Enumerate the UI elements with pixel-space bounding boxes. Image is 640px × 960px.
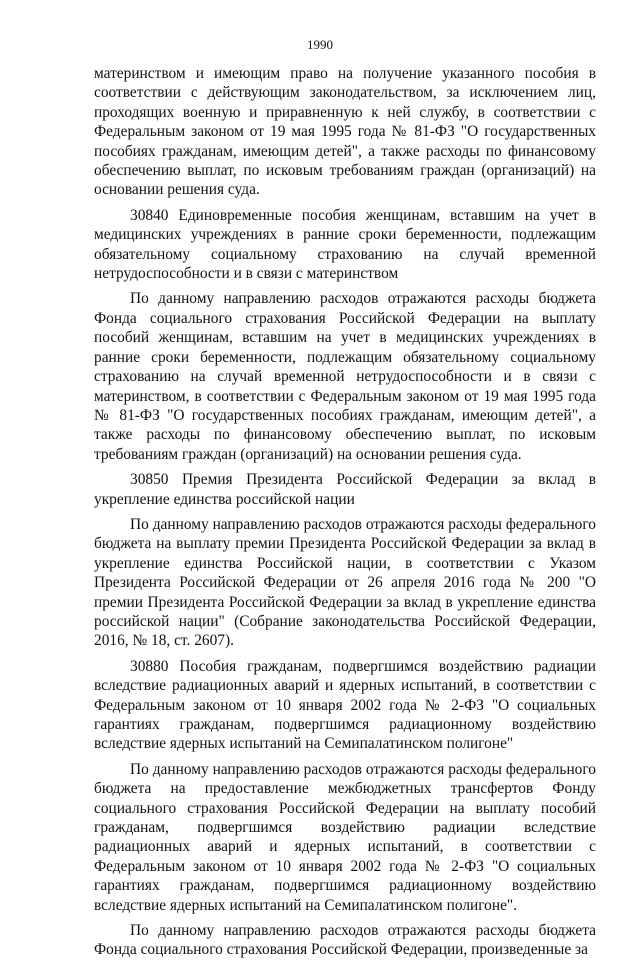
paragraph-30880-continuation: По данному направлению расходов отражаются расходы бюджета Фонда социального страхования Российской Федерации, произведенные за — [94, 922, 596, 959]
document-body — [94, 64, 596, 960]
paragraph-30880-description: По данному направлению расходов отражаются расходы федерального бюджета на предоставление межбюджетных трансфертов Фонду социального страхования Российской Федерации на выплату пособий гражданам, подвергшимся воздействию радиации вследствие радиационных аварий и ядерных испытаний, в соответствии с Федеральным законом от 10 января 2002 года № 2-ФЗ "О социальных гарантиях гражданам, подвергшимся радиационному воздействию вследствие ядерных испытаний на Семипалатинском полигоне". — [94, 760, 596, 914]
paragraph-30840-description: По данному направлению расходов отражаются расходы бюджета Фонда социального страхования Российской Федерации на выплату пособий женщинам, вставшим на учет в медицинских учреждениях в ранние сроки беременности, подлежащим обязательному социальному страхованию на случай временной нетрудоспособности и в связи с материнством, в соответствии с Федеральным законом от 19 мая 1995 года № 81-ФЗ "О государственных пособиях гражданам, имеющим детей", а также расходы по финансовому обеспечению выплат, по исковым требованиям граждан (организаций) на основании решения суда. — [94, 290, 596, 463]
section-heading-30850: 30850 Премия Президента Российской Федерации за вклад в укрепление единства российской нации — [94, 471, 596, 508]
section-heading-30840: 30840 Единовременные пособия женщинам, вставшим на учет в медицинских учреждениях в ранние сроки беременности, подлежащим обязательному социальному страхованию на случай временной нетрудоспособности и в связи с материнством — [94, 206, 596, 283]
section-heading-30880: 30880 Пособия гражданам, подвергшимся воздействию радиации вследствие радиационных аварий и ядерных испытаний, в соответствии с Федеральным законом от 10 января 2002 года № 2-ФЗ "О социальных гарантиях гражданам, подвергшимся радиационному воздействию вследствие ядерных испытаний на Семипалатинском полигоне" — [94, 657, 596, 753]
paragraph-continuation: материнством и имеющим право на получение указанного пособия в соответствии с действующим законодательством, за исключением лиц, проходящих военную и приравненную к ней службу, в соответствии с Федеральным законом от 19 мая 1995 года № 81-ФЗ "О государственных пособиях гражданам, имеющим детей", а также расходы по финансовому обеспечению выплат, по исковым требованиям граждан (организаций) на основании решения суда. — [94, 65, 596, 199]
paragraph-30850-description: По данному направлению расходов отражаются расходы федерального бюджета на выплату премии Президента Российской Федерации за вклад в укрепление единства Российской нации, в соответствии с Указом Президента Российской Федерации от 26 апреля 2016 года № 200 "О премии Президента Российской Федерации за вклад в укрепление единства российской нации" (Собрание законодательства Российской Федерации, 2016, № 18, ст. 2607). — [94, 515, 596, 650]
page-number: 1990 — [307, 37, 333, 52]
